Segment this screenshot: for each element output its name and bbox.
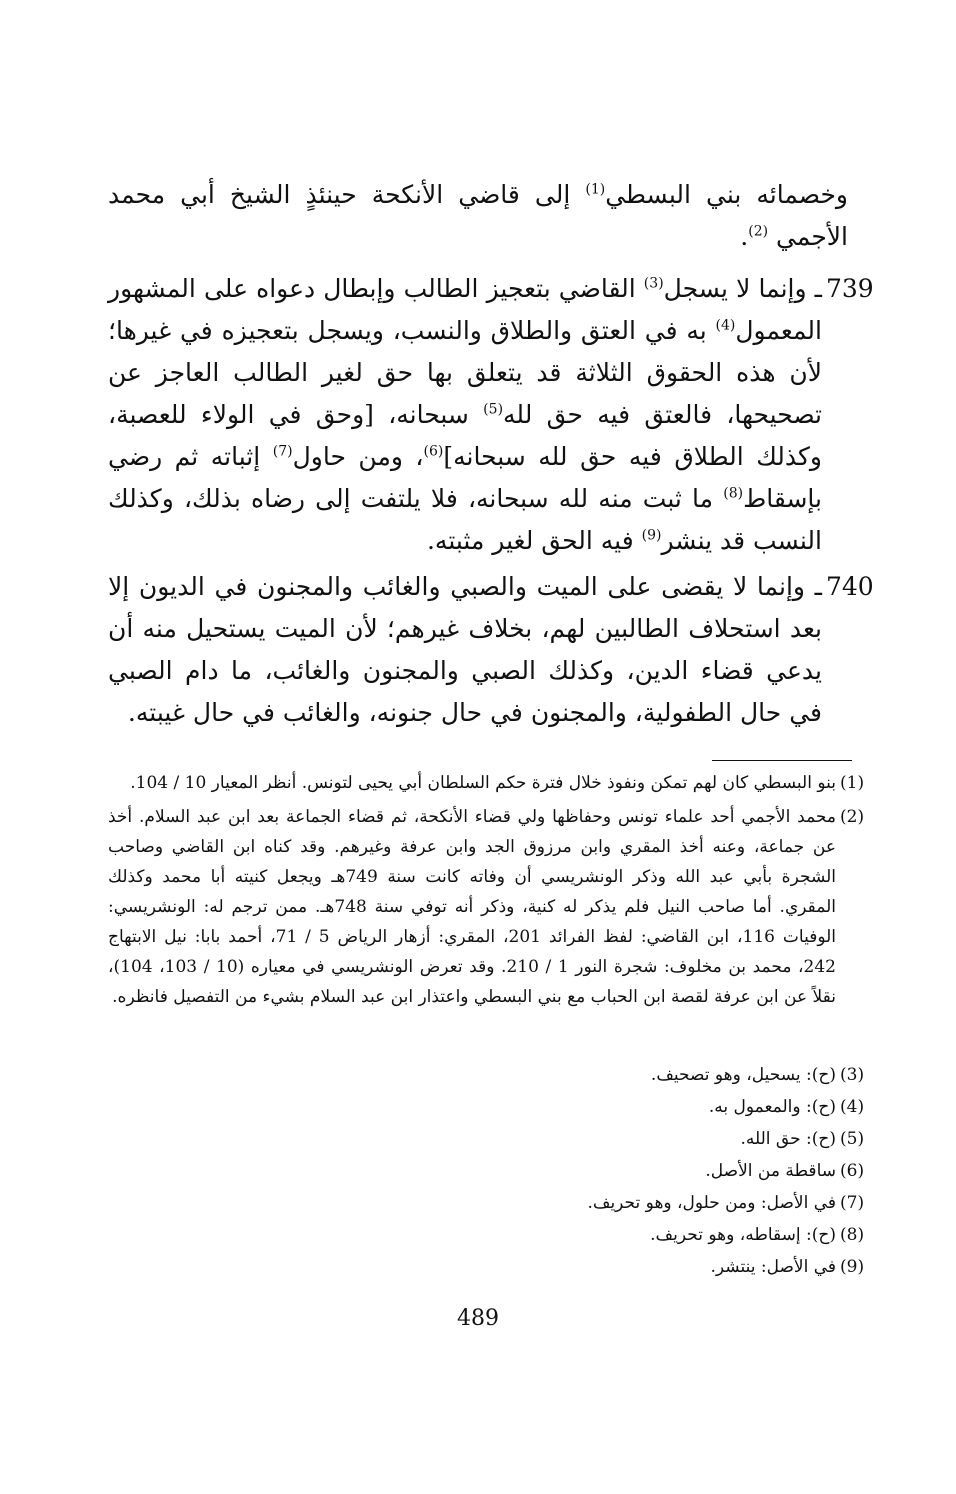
footnote-number: (2) [840,807,865,827]
entry-text: ـ وإنما لا يقضى على الميت والصبي والغائب والمجنون في الديون إلا بعد استحلاف الطالبين لهم، بخلاف غيرهم؛ لأن الميت يستحيل منه أن يدعي قضاء الدين، وكذلك الصبي والمجنون والغائب، ما دام الصبي في حال الطفولية، والمجنون في حال جنونه، والغائب في حال غيبته. [108,572,822,727]
footnote-2 [108,802,874,1012]
entry-739 [108,268,874,562]
footnote-1 [108,768,874,798]
footnote-number: (4) [840,1097,865,1117]
footnote-number: (5) [840,1129,865,1149]
footnote-text: في الأصل: ومن حلول، وهو تحريف. [587,1193,836,1213]
footnote-text: (ح): إسقاطه، وهو تحريف. [650,1225,836,1245]
entry-text: ـ وإنما لا يسجل$^{(3)}$ القاضي بتعجيز الطالب وإبطال دعواه على المشهور المعمول$^{(4)}$ به في العتق والطلاق والنسب، ويسجل بتعجيزه في غيرها؛ لأن هذه الحقوق الثلاثة قد يتعلق بها حق لغير الطالب العاجز عن تصحيحها، فالعتق فيه حق لله$^{(5)}$ سبحانه، [وحق في الولاء للعصبة، وكذلك الطلاق فيه حق لله سبحانه]$^{(6)}$، ومن حاول$^{(7)}$ إثباته ثم رضي بإسقاط$^{(8)}$ ما ثبت منه لله سبحانه، فلا يلتفت إلى رضاه بذلك، وكذلك النسب قد ينشر$^{(9)}$ فيه الحق لغير مثبته. [108,274,823,555]
footnote-ref-7[interactable]: (7) [272,443,293,460]
footnote-7 [108,1188,874,1218]
footnote-number: (7) [840,1193,865,1213]
footnote-4 [108,1092,874,1122]
footnote-text: محمد الأجمي أحد علماء تونس وحفاظها ولي قضاء الأنكحة، ثم قضاء الجماعة بعد ابن عبد السلام. أخذ عن جماعة، وعنه أخذ المقري وابن مرزوق الجد وابن عرفة وغيرهم. وقد كناه ابن القاضي وصاحب الشجرة بأبي عبد الله وذكر الونشريسي أن وفاته كانت سنة 749هـ ويجعل كنيته أبا محمد وكذلك المقري. أما صاحب النيل فلم يذكر له كنية، وذكر أنه توفي سنة 748هـ. ممن ترجم له: الونشريسي: الوفيات 116، ابن القاضي: لفظ الفرائد 201، المقري: أزهار الرياض 5 / 71، أحمد بابا: نيل الابتهاج 242، محمد بن مخلوف: شجرة النور 1 / 210. وقد تعرض الونشريسي في معياره (10 / 103، 104)، نقلاً عن ابن عرفة لقصة ابن الحباب مع بني البسطي واعتذار ابن عبد السلام بشيء من التفصيل فانظره. [108,807,837,1007]
footnote-text: (ح): والمعمول به. [708,1097,836,1117]
footnote-text: (ح): يسحيل، وهو تصحيف. [650,1065,836,1085]
footnote-ref-4[interactable]: (4) [715,317,736,334]
footnote-ref-2[interactable]: (2) [748,223,769,240]
entry-number: 740 [826,572,874,601]
intro-text-1: وخصمائه بني البسطي [605,180,848,209]
footnote-ref-1[interactable]: (1) [585,181,606,198]
footnote-8 [108,1220,874,1250]
intro-text-2: إلى قاضي الأنكحة حينئذٍ الشيخ أبي محمد الأجمي [108,180,848,251]
footnote-separator [712,760,852,761]
footnote-3 [108,1060,874,1090]
intro-text-end: . [740,222,749,251]
footnote-text: ساقطة من الأصل. [705,1161,836,1181]
entry-number: 739 [826,274,874,303]
footnote-number: (8) [840,1225,865,1245]
footnote-text: بنو البسطي كان لهم تمكن ونفوذ خلال فترة حكم السلطان أبي يحيى لتونس. أنظر المعيار 10 / 104. [130,773,836,793]
footnote-9 [108,1252,874,1282]
footnote-ref-5[interactable]: (5) [483,401,504,418]
footnote-number: (9) [840,1257,865,1277]
entry-740 [108,566,874,734]
page-number: 489 [457,1306,499,1331]
footnote-ref-8[interactable]: (8) [723,485,744,502]
footnote-6 [108,1156,874,1186]
footnote-number: (3) [840,1065,865,1085]
footnote-ref-9[interactable]: (9) [641,527,662,544]
footnote-ref-6[interactable]: (6) [423,443,444,460]
footnote-text: في الأصل: ينتشر. [710,1257,836,1277]
footnote-ref-3[interactable]: (3) [643,275,664,292]
footnote-number: (6) [840,1161,865,1181]
footnote-number: (1) [840,773,865,793]
footnote-5 [108,1124,874,1154]
footnote-text: (ح): حق الله. [740,1129,836,1149]
intro-paragraph [108,174,848,258]
